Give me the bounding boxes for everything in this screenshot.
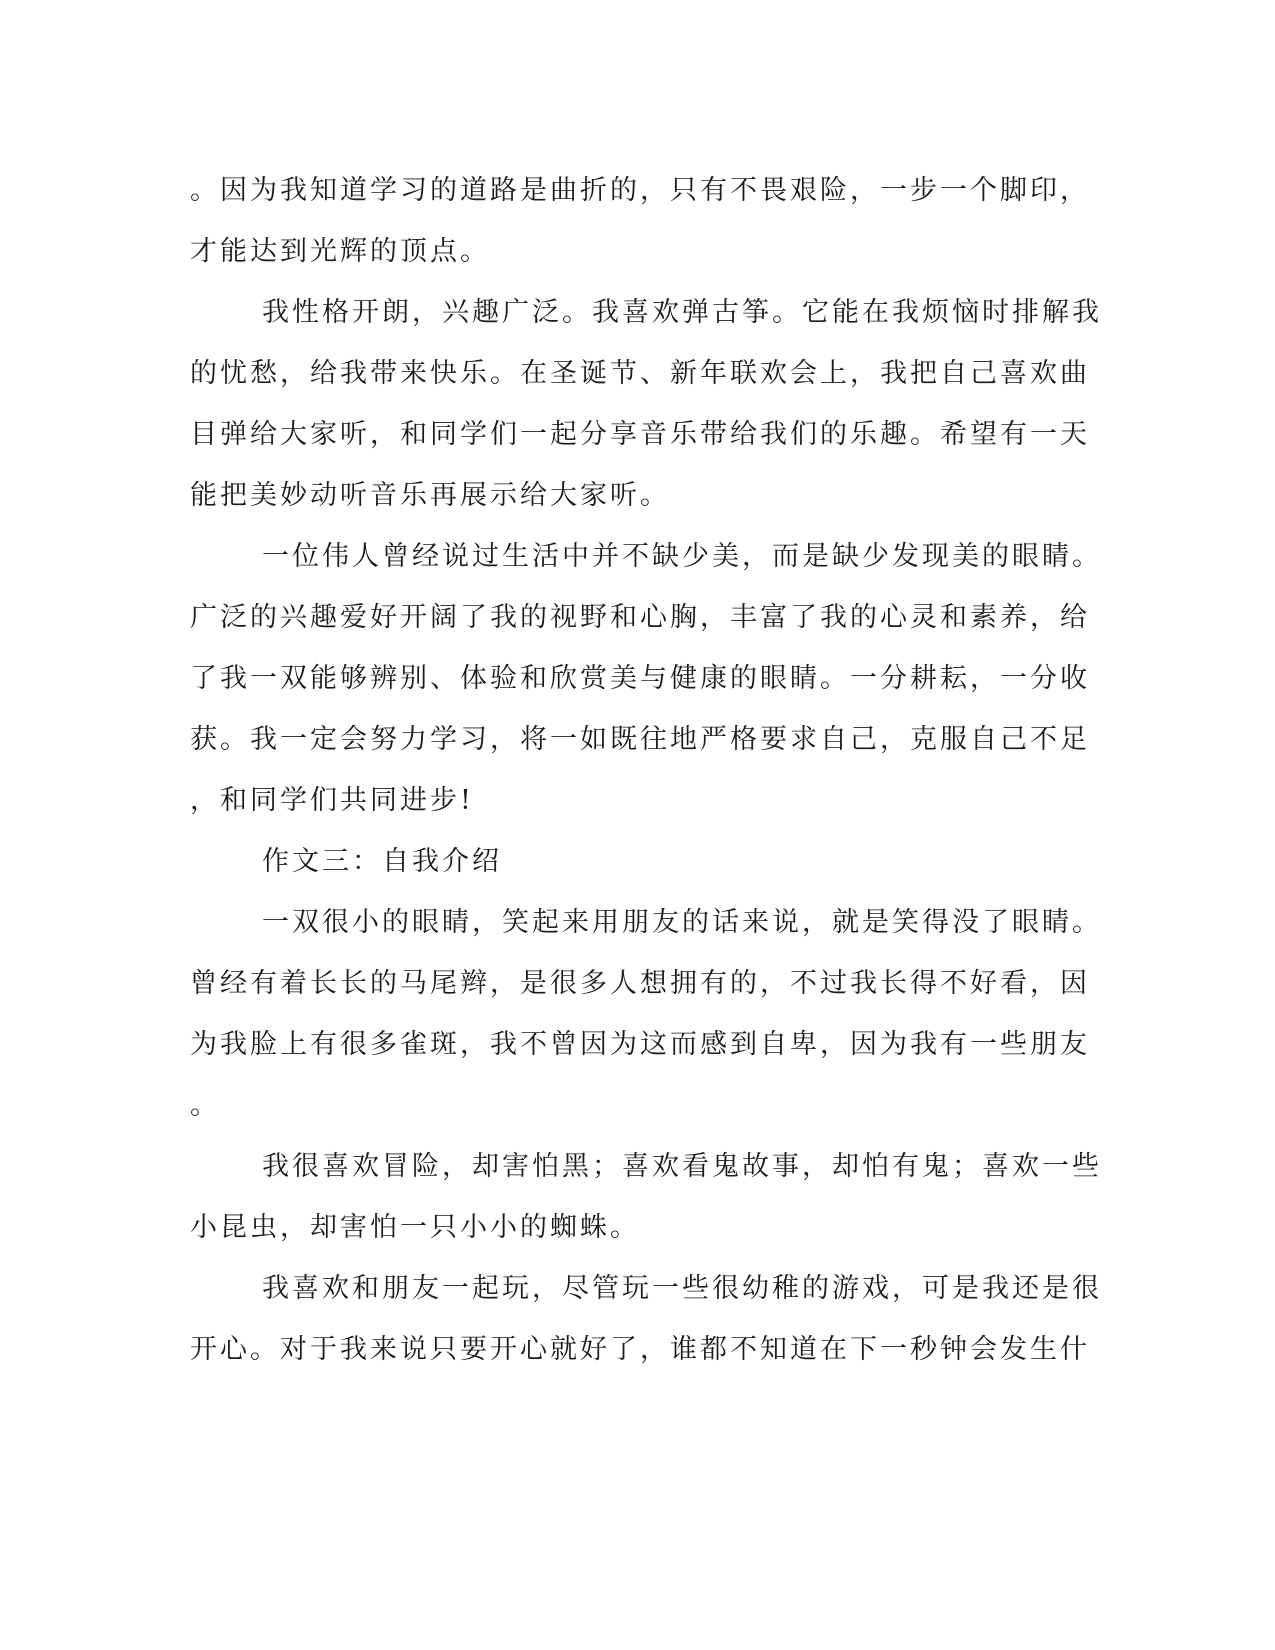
text-line-4: 的忧愁，给我带来快乐。在圣诞节、新年联欢会上，我把自己喜欢曲 [190,358,1090,389]
paragraph-adventure-start: 我很喜欢冒险，却害怕黑；喜欢看鬼故事，却怕有鬼；喜欢一些 [262,1151,1102,1182]
text-line-15: 为我脸上有很多雀斑，我不曾因为这而感到自卑，因为我有一些朋友 [190,1029,1090,1060]
text-line-9: 了我一双能够辨别、体验和欣赏美与健康的眼睛。一分耕耘，一分收 [190,663,1090,694]
text-line-5: 目弹给大家听，和同学们一起分享音乐带给我们的乐趣。希望有一天 [190,419,1090,450]
text-line-6: 能把美妙动听音乐再展示给大家听。 [190,480,670,511]
text-line-16: 。 [190,1090,220,1121]
essay-title: 作文三：自我介绍 [262,846,502,877]
paragraph-hobby-start: 我性格开朗，兴趣广泛。我喜欢弹古筝。它能在我烦恼时排解我 [262,297,1102,328]
text-line-20: 开心。对于我来说只要开心就好了，谁都不知道在下一秒钟会发生什 [190,1334,1090,1365]
text-line-1: 。因为我知道学习的道路是曲折的，只有不畏艰险，一步一个脚印， [190,175,1090,206]
paragraph-eyes-start: 一双很小的眼睛，笑起来用朋友的话来说，就是笑得没了眼睛。 [262,907,1102,938]
paragraph-beauty-start: 一位伟人曾经说过生活中并不缺少美，而是缺少发现美的眼睛。 [262,541,1102,572]
text-line-11: ，和同学们共同进步! [190,785,474,816]
document-body [190,160,1102,1380]
text-line-18: 小昆虫，却害怕一只小小的蜘蛛。 [190,1212,640,1243]
text-line-14: 曾经有着长长的马尾辫，是很多人想拥有的，不过我长得不好看，因 [190,968,1090,999]
paragraph-friends-start: 我喜欢和朋友一起玩，尽管玩一些很幼稚的游戏，可是我还是很 [262,1273,1102,1304]
text-line-2: 才能达到光辉的顶点。 [190,236,490,267]
text-line-10: 获。我一定会努力学习，将一如既往地严格要求自己，克服自己不足 [190,724,1090,755]
text-line-8: 广泛的兴趣爱好开阔了我的视野和心胸，丰富了我的心灵和素养，给 [190,602,1090,633]
